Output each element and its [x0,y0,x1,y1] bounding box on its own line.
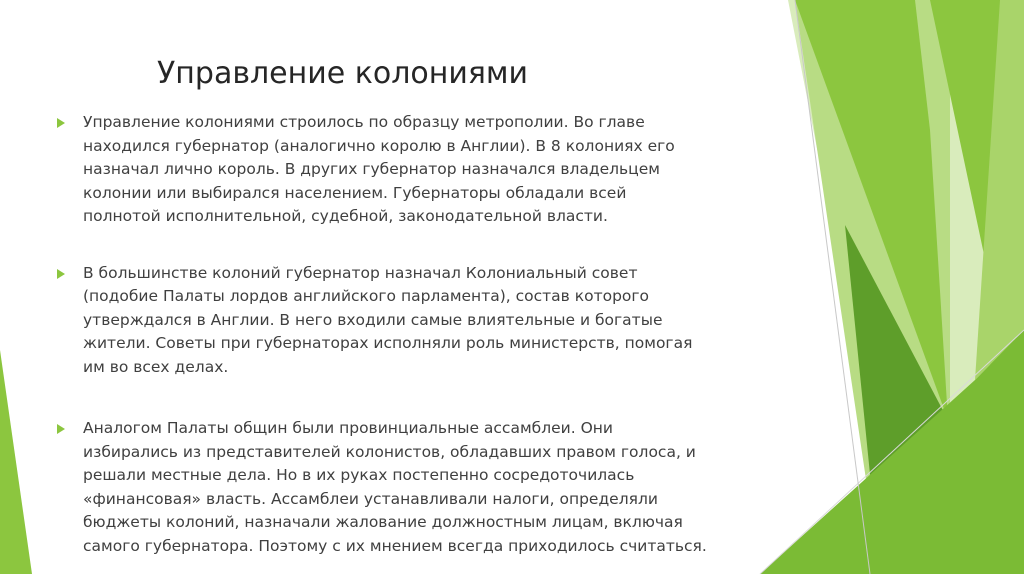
slide-title: Управление колониями [157,56,529,91]
bullet-line: «финансовая» власть. Ассамблеи устанавливали налоги, определяли [83,489,658,508]
bullet-line: Управление колониями строилось по образцу метрополии. Во главе [83,113,645,131]
bullet-line: полнотой исполнительной, судебной, законодательной власти. [83,207,608,225]
left-green-wedge [0,350,32,574]
bullet-list [57,111,762,558]
bullet-line: назначал лично король. В других губернатор назначался владельцем [83,160,660,178]
triangle-right-icon [57,118,65,128]
bullet-line: бюджеты колоний, назначали жалование должностным лицам, включая [83,513,683,531]
bullet-line: решали местные дела. Но в их руках постепенно сосредоточилась [83,466,635,484]
bullet-item-3 [57,417,762,558]
bullet-item-2 [57,262,762,380]
triangle-right-icon [57,269,65,279]
bullet-line: самого губернатора. Поэтому с их мнением всегда приходилось считаться. [83,536,707,555]
bullet-line: им во всех делах. [83,357,229,376]
bullet-line: избирались из представителей колонистов, обладавших правом голоса, и [83,442,696,461]
bullet-line: колонии или выбирался населением. Губернаторы обладали всей [83,183,627,202]
bullet-line: жители. Советы при губернаторах исполняли роль министерств, помогая [83,334,693,352]
bullet-line: (подобие Палаты лордов английского парламента), состав которого [83,287,650,305]
bullet-line: В большинстве колоний губернатор назначал Колониальный совет [83,263,638,282]
bullet-line: находился губернатор (аналогично королю в Англии). В 8 колониях его [83,136,675,155]
bullet-item-1 [57,111,762,229]
triangle-right-icon [57,424,65,434]
bullet-line: Аналогом Палаты общин были провинциальные ассамблеи. Они [83,419,613,437]
bullet-line: утверждался в Англии. В него входили самые влиятельные и богатые [83,310,663,329]
